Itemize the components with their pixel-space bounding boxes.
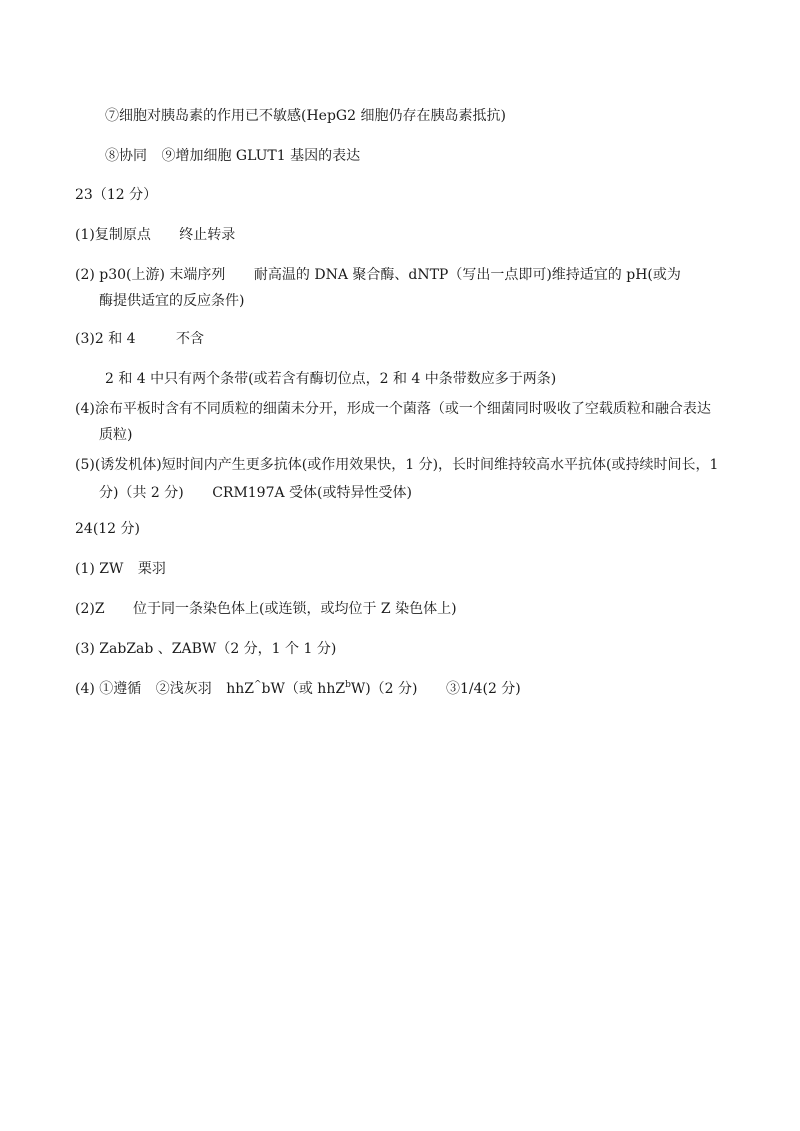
q24-part-3 xyxy=(75,640,336,658)
q23-part-4-line-2 xyxy=(99,426,132,444)
q24-p4-b: ②浅灰羽 xyxy=(155,681,212,697)
q23-p5-b: 分)（共 2 分) xyxy=(99,485,184,501)
q23-part-3 xyxy=(75,330,204,348)
q24-p4-f: ③1/4(2 分) xyxy=(445,681,521,697)
q24-p4-c-sup: ^ xyxy=(253,680,262,690)
q23-p1-a: (1)复制原点 xyxy=(75,227,151,243)
q23-part-4-line-1 xyxy=(75,400,711,418)
q23-heading xyxy=(75,186,157,204)
q23-part-3-explanation xyxy=(105,370,556,388)
q23-heading-text: 23（12 分） xyxy=(75,187,158,203)
q22-item-9-text: ⑨增加细胞 GLUT1 基因的表达 xyxy=(161,148,361,164)
q23-p4-a: (4)涂布平板时含有不同质粒的细菌未分开，形成一个菌落（或一个细菌同时吸收了空载质粒和融合表达 xyxy=(75,401,711,417)
q24-p2-b: 位于同一条染色体上(或连锁，或均位于 Z 染色体上) xyxy=(133,601,457,617)
q24-part-2 xyxy=(75,600,457,618)
q22-item-7 xyxy=(105,107,506,125)
q24-p2-a: (2)Z xyxy=(75,601,105,617)
q23-p2-c: 酶提供适宜的反应条件) xyxy=(99,293,245,309)
q24-heading xyxy=(75,520,140,538)
q23-part-1 xyxy=(75,226,235,244)
q23-p2-b: 耐高温的 DNA 聚合酶、dNTP（写出一点即可)维持适宜的 pH(或为 xyxy=(253,267,681,283)
q23-p3-b: 不含 xyxy=(176,331,204,347)
q23-p4-b: 质粒) xyxy=(99,427,133,443)
q23-p5-a: (5)(诱发机体)短时间内产生更多抗体(或作用效果快，1 分)，长时间维持较高水平抗体(或持续时间长，1 xyxy=(75,457,719,473)
q24-heading-text: 24(12 分) xyxy=(75,521,141,537)
q24-part-4 xyxy=(75,680,521,698)
q23-p3-c: 2 和 4 中只有两个条带(或若含有酶切位点，2 和 4 中条带数应多于两条) xyxy=(105,371,557,387)
q23-p2-a: (2) p30(上游) 末端序列 xyxy=(75,267,226,283)
q22-item-8-text: ⑧协同 xyxy=(105,148,147,164)
q24-p4-a: (4) ①遵循 xyxy=(75,681,142,697)
q23-p3-a: (3)2 和 4 xyxy=(75,331,136,347)
q24-p4-genotype xyxy=(226,680,417,698)
q23-p5-c: CRM197A 受体(或特异性受体) xyxy=(212,485,412,501)
q23-part-5-line-2 xyxy=(99,484,412,502)
q23-p1-b: 终止转录 xyxy=(179,227,236,243)
q22-item-7-text: ⑦细胞对胰岛素的作用已不敏感(HepG2 细胞仍存在胰岛素抵抗) xyxy=(105,108,506,124)
q24-p1-a: (1) ZW xyxy=(75,561,124,577)
q22-items-8-9 xyxy=(105,147,360,165)
q24-p4-d: bW（或 hhZ xyxy=(261,681,346,697)
q24-part-1 xyxy=(75,560,166,578)
q23-part-2-line-1 xyxy=(75,266,681,284)
q24-p3: (3) ZabZab 、ZABW（2 分，1 个 1 分) xyxy=(75,641,337,657)
q24-p4-e: W)（2 分) xyxy=(350,681,418,697)
q23-part-5-line-1 xyxy=(75,456,718,474)
q24-p4-d-sup: b xyxy=(345,680,351,690)
q24-p4-c: hhZ xyxy=(226,681,254,697)
q23-part-2-line-2 xyxy=(99,292,244,310)
q24-p1-b: 栗羽 xyxy=(137,561,166,577)
